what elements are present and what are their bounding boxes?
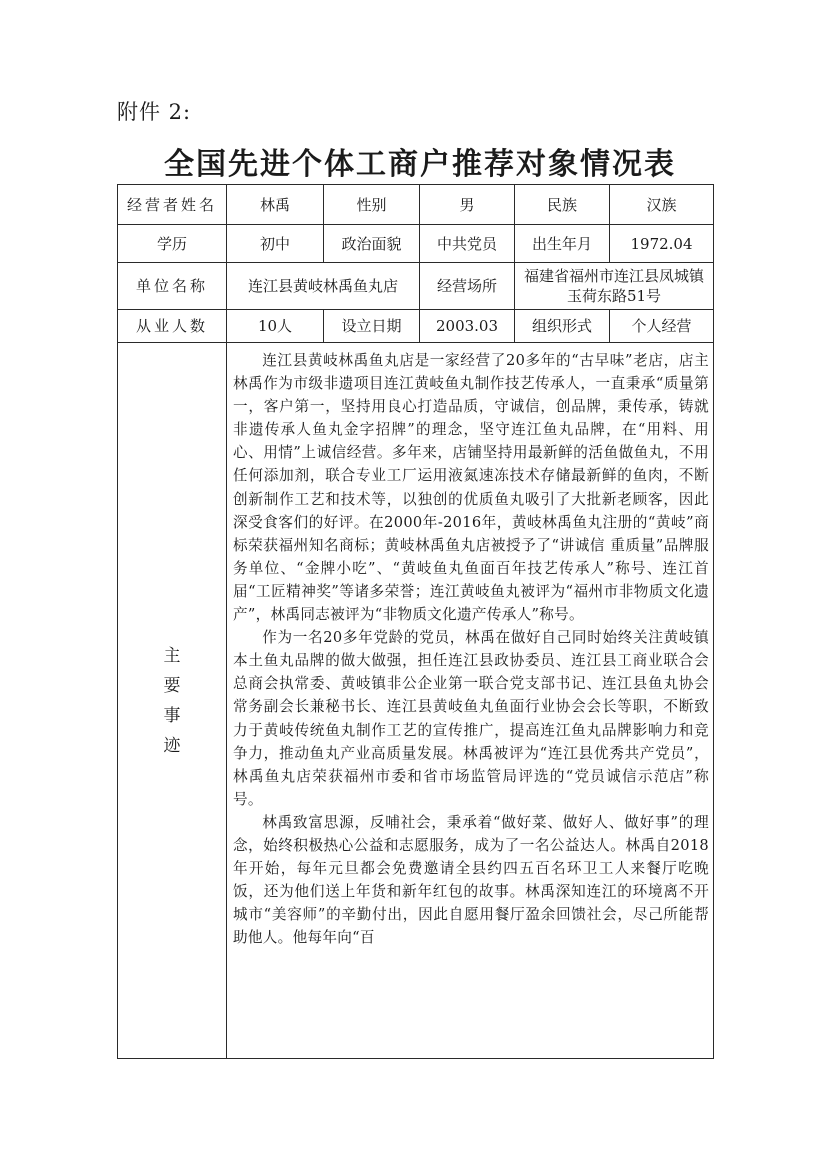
name-label: 经营者姓名 [118,185,227,225]
education-value: 初中 [227,225,324,263]
staff-value: 10人 [227,310,324,343]
deeds-paragraph: 林禹致富思源，反哺社会，秉承着“做好菜、做好人、做好事”的理念，始终积极热心公益和志愿服务，成为了一名公益达人。林禹自2018年开始，每年元旦都会免费邀请全县约四五百名环卫工人来餐厅吃晚饭，还为他们送上年货和新年红包的故事。林禹深知连江的环境离不开城市“美容师”的辛勤付出，因此自愿用餐厅盈余回馈社会，尽己所能帮助他人。他每年向“百 [233,813,709,947]
org-label: 组织形式 [515,310,610,343]
table-row [118,343,714,1059]
table-row [118,310,714,343]
political-value: 中共党员 [420,225,515,263]
attachment-label: 附件 2: [117,100,192,124]
place-value: 福建省福州市连江县凤城镇玉荷东路51号 [515,263,714,310]
document-title: 全国先进个体工商户推荐对象情况表 [164,147,676,182]
deeds-label-char: 要 [163,675,181,696]
place-label: 经营场所 [420,263,515,310]
name-value: 林禹 [227,185,324,225]
founded-value: 2003.03 [420,310,515,343]
recommendation-table [117,184,714,1059]
table-row [118,185,714,225]
birth-value: 1972.04 [610,225,714,263]
education-label: 学历 [118,225,227,263]
staff-label: 从业人数 [118,310,227,343]
ethnicity-label: 民族 [515,185,610,225]
table-row [118,263,714,310]
birth-label: 出生年月 [515,225,610,263]
deeds-content [227,343,714,1059]
deeds-label-char: 迹 [163,735,181,756]
gender-label: 性别 [324,185,420,225]
political-label: 政治面貌 [324,225,420,263]
deeds-label-char: 主 [163,645,181,666]
ethnicity-value: 汉族 [610,185,714,225]
deeds-label [118,343,227,1059]
founded-label: 设立日期 [324,310,420,343]
deeds-label-char: 事 [163,705,181,726]
deeds-paragraph: 连江县黄岐林禹鱼丸店是一家经营了20多年的“古早味”老店，店主林禹作为市级非遗项目连江黄岐鱼丸制作技艺传承人，一直秉承“质量第一，客户第一，坚持用良心打造品质，守诚信，创品牌，秉传承，铸就非遗传承人鱼丸金字招牌”的理念，坚守连江鱼丸品牌，在“用料、用心、用情”上诚信经营。多年来，店铺坚持用最新鲜的活鱼做鱼丸，不用任何添加剂，联合专业工厂运用液氮速冻技术存储最新鲜的鱼肉，不断创新制作工艺和技术等，以独创的优质鱼丸吸引了大批新老顾客，因此深受食客们的好评。在2000年-2016年，黄岐林禹鱼丸注册的“黄岐”商标荣获福州知名商标；黄岐林禹鱼丸店被授予了“讲诚信 重质量”品牌服务单位、“金牌小吃”、“黄岐鱼丸鱼面百年技艺传承人”称号、连江首届“工匠精神奖”等诸多荣誉；连江黄岐鱼丸被评为“福州市非物质文化遗产”，林禹同志被评为“非物质文化遗产传承人”称号。 [233,352,709,624]
table-row [118,225,714,263]
org-value: 个人经营 [610,310,714,343]
unit-label: 单位名称 [118,263,227,310]
gender-value: 男 [420,185,515,225]
unit-value: 连江县黄岐林禹鱼丸店 [227,263,420,310]
deeds-paragraph: 作为一名20多年党龄的党员，林禹在做好自己同时始终关注黄岐镇本土鱼丸品牌的做大做强，担任连江县政协委员、连江县工商业联合会总商会执常委、黄岐镇非公企业第一联合党支部书记、连江县鱼丸协会常务副会长兼秘书长、连江县黄岐鱼丸鱼面行业协会会长等职，不断致力于黄岐传统鱼丸制作工艺的宣传推广，提高连江鱼丸品牌影响力和竞争力，推动鱼丸产业高质量发展。林禹被评为“连江县优秀共产党员”，林禹鱼丸店荣获福州市委和省市场监管局评选的“党员诚信示范店”称号。 [233,629,709,808]
